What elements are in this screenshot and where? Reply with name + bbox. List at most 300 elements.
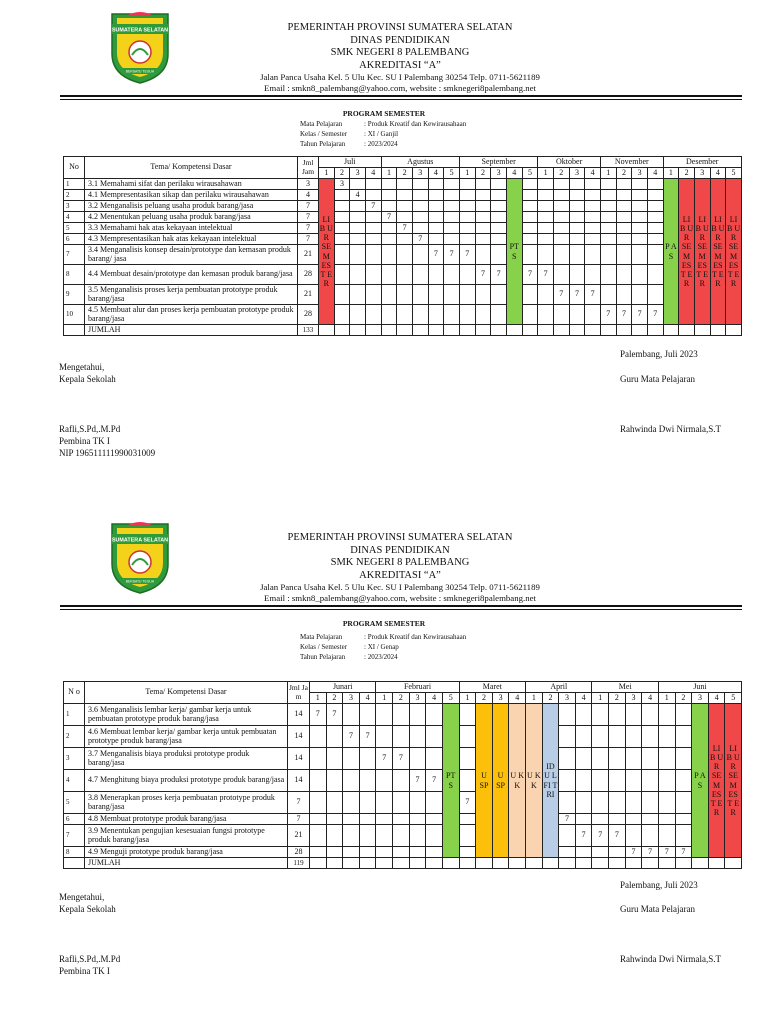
week-cell [365, 234, 381, 245]
week-header: 2 [675, 693, 692, 704]
week-cell [444, 305, 460, 325]
week-cell [381, 201, 397, 212]
week-cell [475, 234, 491, 245]
week-header: 2 [334, 168, 350, 179]
week-header: 2 [476, 693, 493, 704]
week-cell [428, 190, 444, 201]
col-jml: Jml Jam [298, 157, 319, 179]
week-cell: 7 [559, 814, 576, 825]
week-cell: 7 [632, 305, 648, 325]
week-header: 2 [679, 168, 695, 179]
week-cell [365, 285, 381, 305]
week-cell [632, 190, 648, 201]
table-row [64, 726, 742, 748]
table-row [64, 201, 742, 212]
week-cell [553, 265, 569, 285]
week-cell [616, 179, 632, 190]
week-cell [600, 190, 616, 201]
week-cell [475, 325, 491, 336]
week-cell [326, 726, 343, 748]
week-cell [569, 305, 585, 325]
week-header: 3 [350, 168, 366, 179]
libur-semester-cell: LI B U R SE M ES T E R [319, 179, 335, 325]
week-cell [675, 748, 692, 770]
week-cell [459, 726, 476, 748]
row-hours: 14 [288, 704, 310, 726]
row-hours: 14 [288, 770, 310, 792]
week-cell [444, 201, 460, 212]
ukk-cell: U K K [526, 704, 543, 858]
week-header: 2 [553, 168, 569, 179]
week-cell [444, 265, 460, 285]
week-cell [509, 858, 526, 869]
week-cell: 7 [625, 847, 642, 858]
week-cell [475, 190, 491, 201]
week-cell [393, 726, 410, 748]
week-cell [642, 704, 659, 726]
week-cell [585, 305, 601, 325]
row-number: 6 [64, 814, 85, 825]
week-cell [444, 223, 460, 234]
month-header: Agustus [381, 157, 459, 168]
total-label: JUMLAH [85, 325, 298, 336]
week-cell [658, 770, 675, 792]
week-cell [616, 245, 632, 265]
row-topic: 3.8 Menerapkan proses kerja pembuatan prototype produk barang/jasa [85, 792, 288, 814]
month-header: Oktober [538, 157, 601, 168]
week-cell: 7 [569, 285, 585, 305]
week-cell [393, 770, 410, 792]
usp-cell: U SP [476, 704, 493, 858]
week-cell [412, 201, 428, 212]
week-cell [475, 179, 491, 190]
week-cell [726, 325, 742, 336]
schedule-table [63, 156, 742, 336]
week-cell [569, 212, 585, 223]
week-cell [632, 245, 648, 265]
week-cell: 7 [553, 285, 569, 305]
week-cell [708, 858, 725, 869]
week-cell [522, 190, 538, 201]
week-cell [632, 223, 648, 234]
week-cell [559, 792, 576, 814]
total-hours: 119 [288, 858, 310, 869]
week-cell [491, 190, 507, 201]
month-header: Mei [592, 682, 658, 693]
libur-semester-cell: LI B U R SE M ES T E R [708, 704, 725, 858]
week-cell [642, 748, 659, 770]
month-header: Junari [310, 682, 376, 693]
week-header: 4 [506, 168, 522, 179]
pas-cell: P A S [692, 704, 709, 858]
week-cell [538, 223, 554, 234]
row-topic: 3.5 Menganalisis proses kerja pembuatan prototype produk barang/jasa [85, 285, 298, 305]
week-cell: 7 [397, 223, 413, 234]
week-cell [658, 825, 675, 847]
week-cell [310, 748, 327, 770]
row-number: 2 [64, 726, 85, 748]
total-hours: 133 [298, 325, 319, 336]
week-cell [381, 245, 397, 265]
week-cell: 7 [365, 201, 381, 212]
col-jml: Jml Ja m [288, 682, 310, 704]
week-header: 1 [600, 168, 616, 179]
week-cell [359, 814, 376, 825]
week-cell [350, 234, 366, 245]
week-cell: 7 [575, 825, 592, 847]
row-topic: 4.7 Menghitung biaya produksi prototype produk barang/jasa [85, 770, 288, 792]
week-cell [600, 265, 616, 285]
week-cell [506, 325, 522, 336]
week-header: 1 [663, 168, 679, 179]
week-cell [585, 223, 601, 234]
week-cell [491, 305, 507, 325]
week-cell [412, 245, 428, 265]
week-cell [334, 245, 350, 265]
week-cell [365, 179, 381, 190]
col-no: N o [64, 682, 85, 704]
week-cell [326, 770, 343, 792]
libur-semester-cell: LI B U R SE M ES T E R [694, 179, 710, 325]
week-cell [310, 825, 327, 847]
week-header: 1 [459, 168, 475, 179]
week-cell [365, 190, 381, 201]
meta-info: Mata Pelajaran : Produk Kreatif dan Kewirausahaan Kelas / Semester : XI / Genap Tahun Pelajaran : 2023/2024 [300, 633, 467, 661]
week-cell [444, 234, 460, 245]
week-cell [675, 792, 692, 814]
week-cell [409, 726, 426, 748]
week-header: 2 [542, 693, 559, 704]
week-cell [350, 285, 366, 305]
week-cell [343, 814, 360, 825]
week-cell [412, 325, 428, 336]
table-row [64, 847, 742, 858]
week-cell [522, 179, 538, 190]
libur-semester-cell: LI B U R SE M ES T E R [710, 179, 726, 325]
row-hours: 7 [298, 223, 319, 234]
week-cell: 7 [359, 726, 376, 748]
meta-info: Mata Pelajaran : Produk Kreatif dan Kewirausahaan Kelas / Semester : XI / Ganjil Tahun Pelajaran : 2023/2024 [300, 120, 467, 148]
week-cell [376, 770, 393, 792]
row-number: 8 [64, 847, 85, 858]
week-cell [491, 325, 507, 336]
week-header: 2 [609, 693, 626, 704]
table-row [64, 814, 742, 825]
row-hours: 7 [288, 814, 310, 825]
week-cell [625, 825, 642, 847]
place-date: Palembang, Juli 2023 [620, 349, 698, 359]
week-cell [428, 212, 444, 223]
week-cell [569, 190, 585, 201]
letterhead: PEMERINTAH PROVINSI SUMATERA SELATAN DINAS PENDIDIKAN SMK NEGERI 8 PALEMBANG AKREDITASI “A” Jalan Panca Usaha Kel. 5 Ulu Kec. SU I Palembang 30254 Telp. 0711-5621189 Email : smkn8_palembang@yahoo.com, website : smknegeri8palembang.net [260, 532, 540, 603]
week-cell [491, 285, 507, 305]
week-cell [616, 201, 632, 212]
week-cell [475, 305, 491, 325]
week-cell [442, 858, 459, 869]
week-header: 3 [694, 168, 710, 179]
week-cell [559, 847, 576, 858]
week-cell [569, 245, 585, 265]
week-cell [334, 234, 350, 245]
week-cell [725, 858, 742, 869]
table-row [64, 234, 742, 245]
svg-text:BERSATU TEGUH: BERSATU TEGUH [125, 579, 155, 584]
week-cell [491, 179, 507, 190]
week-header: 4 [575, 693, 592, 704]
week-cell [559, 726, 576, 748]
week-cell [538, 212, 554, 223]
week-cell: 7 [675, 847, 692, 858]
teacher-title: Guru Mata Pelajaran [620, 374, 695, 384]
page-title: PROGRAM SEMESTER [342, 619, 426, 628]
week-cell [426, 814, 443, 825]
week-cell [575, 770, 592, 792]
headmaster-identity: Rafli,S.Pd,.M.Pd Pembina TK I NIP 196511111990031009 [59, 424, 156, 458]
week-cell [600, 223, 616, 234]
week-cell [632, 265, 648, 285]
row-topic: 3.7 Menganalisis biaya produksi prototype produk barang/jasa [85, 748, 288, 770]
province-logo-icon [108, 520, 172, 595]
week-cell [553, 179, 569, 190]
week-cell [376, 825, 393, 847]
week-cell [412, 179, 428, 190]
row-number: 3 [64, 201, 85, 212]
week-cell [409, 814, 426, 825]
libur-semester-cell: LI B U R SE M ES T E R [726, 179, 742, 325]
row-number: 6 [64, 234, 85, 245]
week-cell [350, 265, 366, 285]
week-cell [428, 201, 444, 212]
week-header: 4 [428, 168, 444, 179]
week-cell [350, 179, 366, 190]
week-cell [585, 212, 601, 223]
week-cell: 7 [658, 847, 675, 858]
week-cell [459, 201, 475, 212]
week-cell [397, 212, 413, 223]
week-cell: 7 [642, 847, 659, 858]
week-cell [575, 847, 592, 858]
schedule-table [63, 681, 742, 869]
row-hours: 28 [288, 847, 310, 858]
libur-semester-cell: LI B U R SE M ES T E R [679, 179, 695, 325]
week-cell [632, 234, 648, 245]
week-cell [310, 792, 327, 814]
week-cell [569, 223, 585, 234]
week-header: 3 [412, 168, 428, 179]
week-cell [426, 748, 443, 770]
libur-semester-cell: LI B U R SE M ES T E R [725, 704, 742, 858]
row-hours: 28 [298, 265, 319, 285]
week-header: 4 [426, 693, 443, 704]
week-cell [459, 858, 476, 869]
week-cell [426, 847, 443, 858]
week-cell [642, 825, 659, 847]
week-cell [412, 190, 428, 201]
week-cell: 4 [350, 190, 366, 201]
week-cell [575, 726, 592, 748]
week-cell [522, 325, 538, 336]
week-cell [600, 285, 616, 305]
headmaster-identity: Rafli,S.Pd,.M.Pd Pembina TK I [59, 954, 121, 976]
week-cell [475, 245, 491, 265]
week-cell [310, 858, 327, 869]
row-hours: 4 [298, 190, 319, 201]
week-cell [538, 305, 554, 325]
week-cell [459, 847, 476, 858]
week-cell [632, 179, 648, 190]
week-cell [426, 792, 443, 814]
table-row [64, 190, 742, 201]
week-cell [334, 223, 350, 234]
month-header: April [526, 682, 592, 693]
week-cell [393, 792, 410, 814]
week-cell [476, 858, 493, 869]
month-header: Juni [658, 682, 741, 693]
row-topic: 4.8 Membuat prototype produk barang/jasa [85, 814, 288, 825]
week-cell [397, 201, 413, 212]
week-cell [575, 704, 592, 726]
week-cell [625, 770, 642, 792]
week-cell [475, 223, 491, 234]
week-cell [585, 325, 601, 336]
week-cell [609, 814, 626, 825]
week-cell [409, 825, 426, 847]
week-cell [592, 704, 609, 726]
week-cell [412, 285, 428, 305]
week-cell [459, 234, 475, 245]
row-hours: 28 [298, 305, 319, 325]
row-number: 2 [64, 190, 85, 201]
week-cell [542, 858, 559, 869]
week-cell [609, 847, 626, 858]
week-cell [444, 285, 460, 305]
row-topic: 4.9 Menguji prototype produk barang/jasa [85, 847, 288, 858]
week-cell [522, 234, 538, 245]
week-cell: 7 [376, 748, 393, 770]
week-cell [559, 748, 576, 770]
row-hours: 7 [298, 212, 319, 223]
week-cell [459, 179, 475, 190]
week-cell [334, 325, 350, 336]
week-cell [616, 190, 632, 201]
week-cell [326, 847, 343, 858]
week-header: 5 [444, 168, 460, 179]
week-cell [658, 858, 675, 869]
row-number: 10 [64, 305, 85, 325]
week-cell [326, 858, 343, 869]
week-cell: 7 [326, 704, 343, 726]
table-row [64, 792, 742, 814]
week-cell [553, 245, 569, 265]
week-header: 2 [326, 693, 343, 704]
week-cell [459, 770, 476, 792]
week-cell [491, 201, 507, 212]
row-number: 9 [64, 285, 85, 305]
svg-text:SUMATERA SELATAN: SUMATERA SELATAN [111, 27, 169, 34]
week-cell [491, 245, 507, 265]
row-topic: 3.3 Memahami hak atas kekayaan intelektual [85, 223, 298, 234]
week-cell [334, 190, 350, 201]
week-cell [575, 792, 592, 814]
week-cell [663, 325, 679, 336]
week-cell [343, 858, 360, 869]
week-cell: 7 [592, 825, 609, 847]
week-cell [609, 858, 626, 869]
week-cell [397, 179, 413, 190]
week-cell [647, 190, 663, 201]
week-cell [376, 704, 393, 726]
week-cell: 7 [459, 245, 475, 265]
week-cell [365, 325, 381, 336]
week-header: 5 [522, 168, 538, 179]
week-cell [428, 223, 444, 234]
week-header: 1 [526, 693, 543, 704]
week-cell [569, 265, 585, 285]
week-cell [397, 245, 413, 265]
week-cell [350, 305, 366, 325]
month-header: Februari [376, 682, 459, 693]
week-cell [376, 792, 393, 814]
week-cell [491, 212, 507, 223]
row-number: 7 [64, 825, 85, 847]
week-cell [343, 704, 360, 726]
week-cell [459, 704, 476, 726]
week-cell [585, 234, 601, 245]
week-cell [642, 726, 659, 748]
week-cell [600, 234, 616, 245]
week-cell [444, 179, 460, 190]
week-cell [616, 223, 632, 234]
week-cell [381, 305, 397, 325]
header-row [64, 682, 742, 693]
week-cell [647, 265, 663, 285]
week-cell [642, 770, 659, 792]
week-cell [625, 726, 642, 748]
week-cell [675, 704, 692, 726]
week-cell [538, 285, 554, 305]
week-cell [569, 201, 585, 212]
week-cell: 7 [522, 265, 538, 285]
teacher-title: Guru Mata Pelajaran [620, 904, 695, 914]
letterhead: PEMERINTAH PROVINSI SUMATERA SELATAN DINAS PENDIDIKAN SMK NEGERI 8 PALEMBANG AKREDITASI “A” Jalan Panca Usaha Kel. 5 Ulu Kec. SU I Palembang 30254 Telp. 0711-5621189 Email : smkn8_palembang@yahoo.com, website : smknegeri8palembang.net [260, 22, 540, 93]
week-cell: 7 [600, 305, 616, 325]
week-cell [491, 223, 507, 234]
week-header: 4 [642, 693, 659, 704]
week-cell [397, 234, 413, 245]
table-row [64, 212, 742, 223]
week-cell: 7 [491, 265, 507, 285]
week-cell [359, 792, 376, 814]
divider [60, 95, 742, 97]
week-cell [359, 858, 376, 869]
week-cell [491, 234, 507, 245]
week-cell: 7 [381, 212, 397, 223]
week-cell [310, 814, 327, 825]
week-cell [359, 770, 376, 792]
week-cell [600, 212, 616, 223]
week-cell [475, 285, 491, 305]
week-header: 3 [625, 693, 642, 704]
row-number: 4 [64, 770, 85, 792]
week-cell [592, 770, 609, 792]
total-label: JUMLAH [85, 858, 288, 869]
week-cell [585, 179, 601, 190]
week-header: 3 [692, 693, 709, 704]
week-header: 1 [376, 693, 393, 704]
week-cell [393, 847, 410, 858]
week-cell [376, 858, 393, 869]
week-cell [428, 325, 444, 336]
